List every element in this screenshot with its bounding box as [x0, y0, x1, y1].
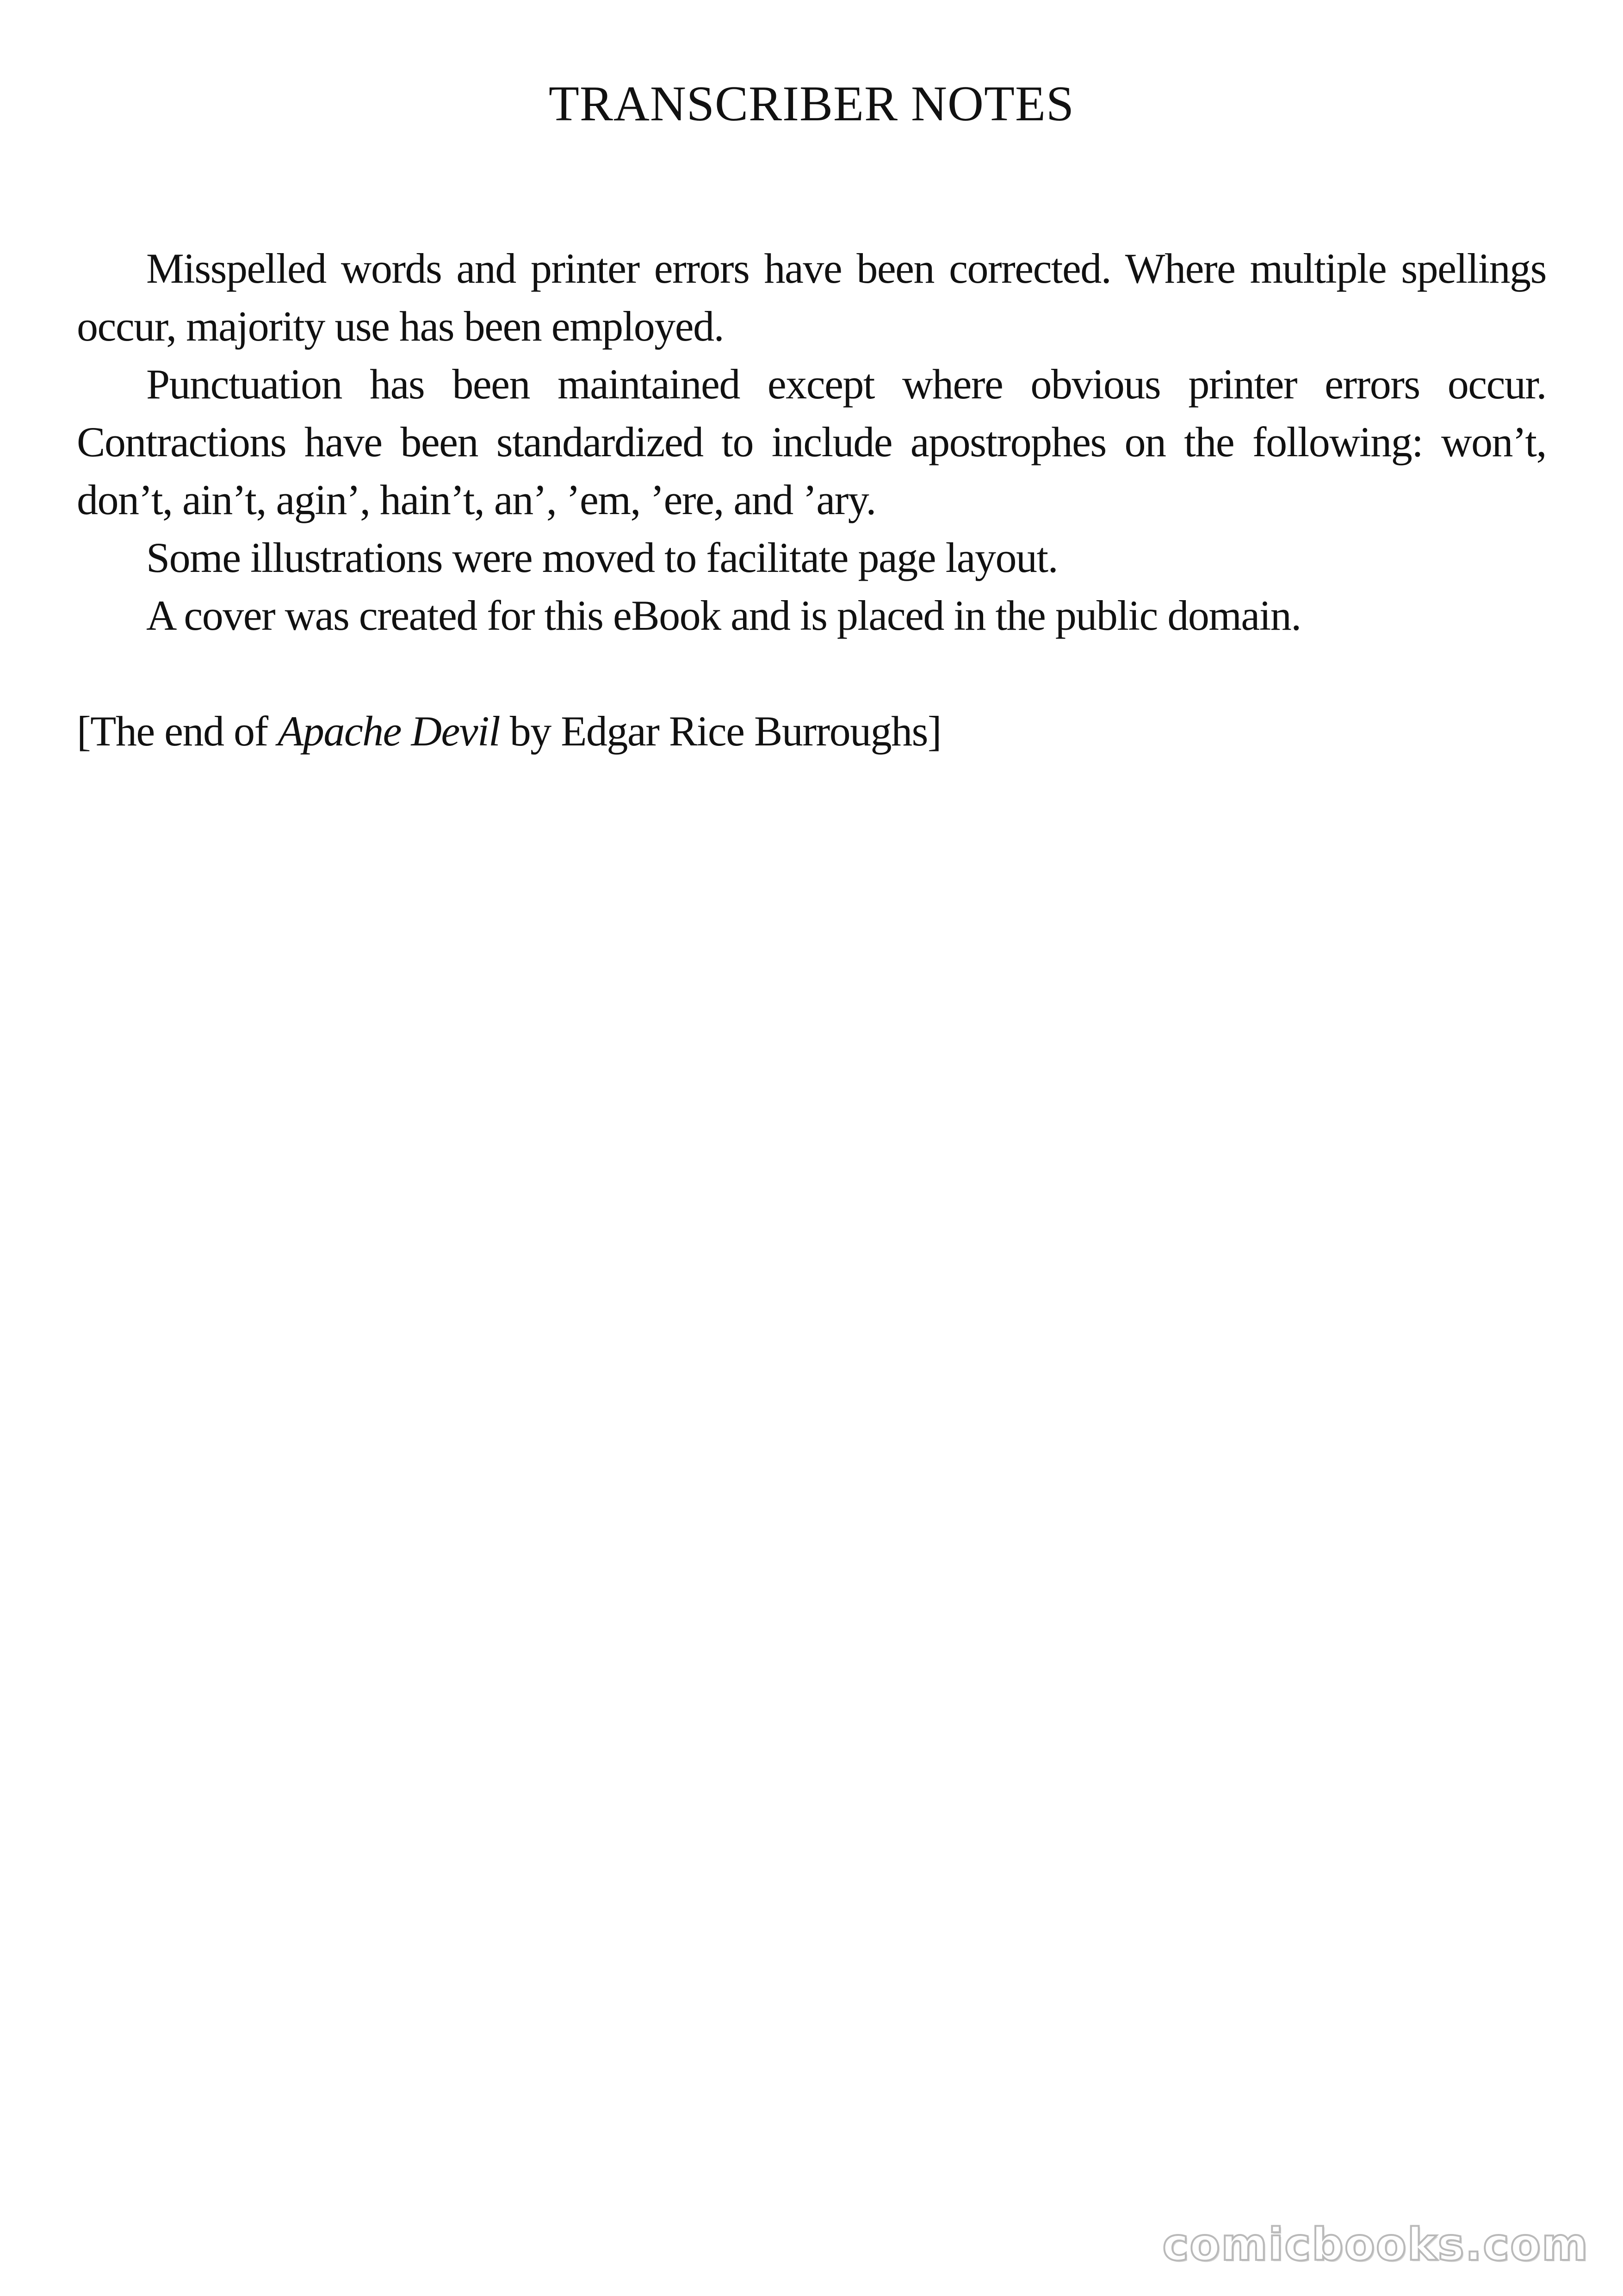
book-title: Apache Devil	[278, 707, 500, 755]
note-paragraph-punctuation: Punctuation has been maintained except where obvious printer errors occur. Contractions have been standardized to include apostrophes on the following: won’t, don’t, ain’t, agin’, hain’t, an’, ’em, ’ere, and ’ary.	[77, 360, 1546, 523]
note-paragraph-cover: A cover was created for this eBook and is placed in the public domain.	[146, 592, 1301, 639]
end-line-suffix: by Edgar Rice Burroughs]	[500, 707, 942, 755]
note-paragraph-misspellings: Misspelled words and printer errors have been corrected. Where multiple spellings occur, majority use has been employed.	[77, 245, 1546, 350]
watermark-logo: comicbooks.com	[1162, 2219, 1589, 2271]
note-paragraph-illustrations: Some illustrations were moved to facilitate page layout.	[146, 534, 1058, 581]
page-title: TRANSCRIBER NOTES	[548, 76, 1075, 131]
transcriber-notes-body	[77, 240, 1546, 760]
end-of-book-line	[77, 702, 1546, 760]
end-line-prefix: [The end of	[77, 707, 278, 755]
